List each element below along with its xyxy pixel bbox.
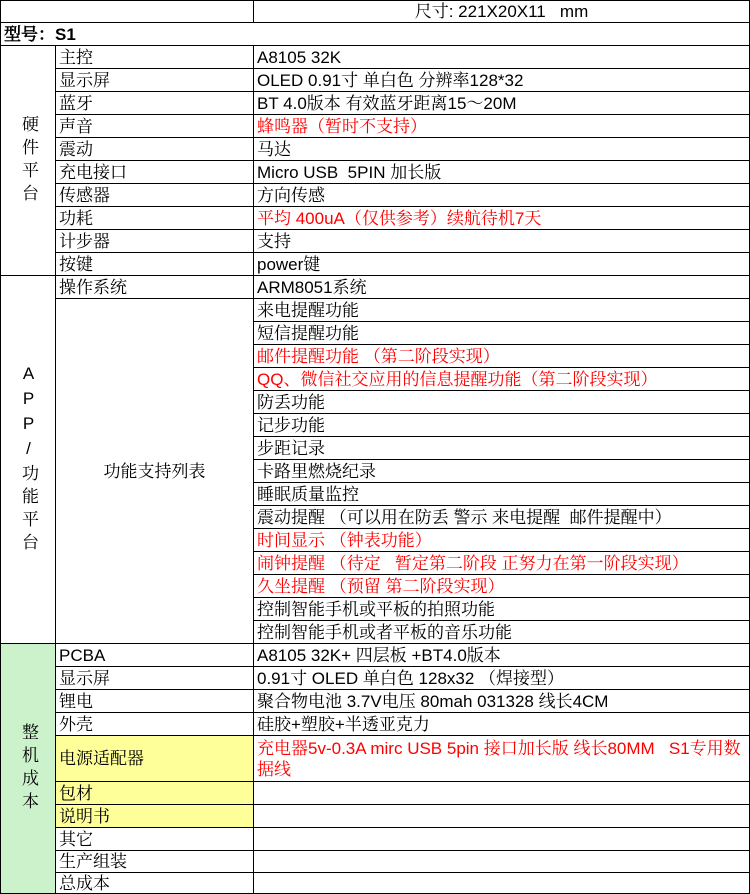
hardware-spec-value: 方向传感 bbox=[254, 184, 750, 207]
cost-item-value bbox=[254, 782, 750, 805]
cost-item-value: A8105 32K+ 四层板 +BT4.0版本 bbox=[254, 644, 750, 667]
cost-item-label: 显示屏 bbox=[56, 667, 254, 690]
hardware-spec-value: A8105 32K bbox=[254, 46, 750, 69]
feature-item: 时间显示 （钟表功能） bbox=[254, 529, 750, 552]
hardware-spec-label: 显示屏 bbox=[56, 69, 254, 92]
section-title-hardware bbox=[1, 46, 56, 276]
header-empty-cell bbox=[1, 1, 254, 23]
feature-item: 控制智能手机或者平板的音乐功能 bbox=[254, 621, 750, 644]
feature-item: 控制智能手机或平板的拍照功能 bbox=[254, 598, 750, 621]
hardware-spec-value: 平均 400uA（仅供参考）续航待机7天 bbox=[254, 207, 750, 230]
hardware-spec-label: 充电接口 bbox=[56, 161, 254, 184]
feature-item: 来电提醒功能 bbox=[254, 299, 750, 322]
cost-item-label: 电源适配器 bbox=[56, 736, 254, 782]
cost-item-value bbox=[254, 805, 750, 828]
cost-item-label: 包材 bbox=[56, 782, 254, 805]
feature-item: 卡路里燃烧纪录 bbox=[254, 460, 750, 483]
section-title-text: APP/功能平台 bbox=[19, 363, 38, 556]
hardware-spec-value: 支持 bbox=[254, 230, 750, 253]
hardware-spec-label: 功耗 bbox=[56, 207, 254, 230]
hardware-spec-value: power键 bbox=[254, 253, 750, 276]
hardware-spec-label: 主控 bbox=[56, 46, 254, 69]
cost-item-value: 硅胶+塑胶+半透亚克力 bbox=[254, 713, 750, 736]
feature-list-label: 功能支持列表 bbox=[56, 299, 254, 644]
feature-item: 睡眠质量监控 bbox=[254, 483, 750, 506]
os-value: ARM8051系统 bbox=[254, 276, 750, 299]
section-title-text: 整机成本 bbox=[19, 722, 38, 815]
hardware-spec-label: 按键 bbox=[56, 253, 254, 276]
section-title-text: 硬件平台 bbox=[19, 114, 38, 207]
cost-item-label: 外壳 bbox=[56, 713, 254, 736]
section-title-app bbox=[1, 276, 56, 644]
feature-item: 防丢功能 bbox=[254, 391, 750, 414]
hardware-spec-value: BT 4.0版本 有效蓝牙距离15～20M bbox=[254, 92, 750, 115]
cost-item-label: 锂电 bbox=[56, 690, 254, 713]
hardware-spec-label: 传感器 bbox=[56, 184, 254, 207]
hardware-spec-value: Micro USB 5PIN 加长版 bbox=[254, 161, 750, 184]
hardware-spec-label: 震动 bbox=[56, 138, 254, 161]
hardware-spec-label: 计步器 bbox=[56, 230, 254, 253]
feature-item: QQ、微信社交应用的信息提醒功能（第二阶段实现） bbox=[254, 368, 750, 391]
feature-item: 短信提醒功能 bbox=[254, 322, 750, 345]
feature-item: 邮件提醒功能 （第二阶段实现） bbox=[254, 345, 750, 368]
hardware-spec-label: 声音 bbox=[56, 115, 254, 138]
cost-item-value: 0.91寸 OLED 单白色 128x32 （焊接型） bbox=[254, 667, 750, 690]
hardware-spec-value: 马达 bbox=[254, 138, 750, 161]
cost-item-label: 总成本 bbox=[56, 873, 254, 894]
section-title-cost bbox=[1, 644, 56, 894]
cost-item-label: 说明书 bbox=[56, 805, 254, 828]
cost-item-label: 其它 bbox=[56, 828, 254, 851]
os-label: 操作系统 bbox=[56, 276, 254, 299]
cost-item-value bbox=[254, 873, 750, 894]
hardware-spec-value: 蜂鸣器（暂时不支持） bbox=[254, 115, 750, 138]
cost-item-label: PCBA bbox=[56, 644, 254, 667]
cost-item-value bbox=[254, 828, 750, 851]
cost-item-value: 聚合物电池 3.7V电压 80mah 031328 线长4CM bbox=[254, 690, 750, 713]
feature-item: 记步功能 bbox=[254, 414, 750, 437]
feature-item: 闹钟提醒 （待定 暂定第二阶段 正努力在第一阶段实现） bbox=[254, 552, 750, 575]
feature-item: 久坐提醒 （预留 第二阶段实现） bbox=[254, 575, 750, 598]
model-label: 型号：S1 bbox=[1, 23, 750, 46]
cost-item-value: 充电器5v-0.3A mirc USB 5pin 接口加长版 线长80MM S1专用数据线 bbox=[254, 736, 750, 782]
hardware-spec-label: 蓝牙 bbox=[56, 92, 254, 115]
dimensions-label: 尺寸: 221X20X11 mm bbox=[254, 1, 750, 23]
feature-item: 步距记录 bbox=[254, 437, 750, 460]
cost-item-label: 生产组装 bbox=[56, 851, 254, 873]
hardware-spec-value: OLED 0.91寸 单白色 分辨率128*32 bbox=[254, 69, 750, 92]
feature-item: 震动提醒 （可以用在防丢 警示 来电提醒 邮件提醒中） bbox=[254, 506, 750, 529]
cost-item-value bbox=[254, 851, 750, 873]
